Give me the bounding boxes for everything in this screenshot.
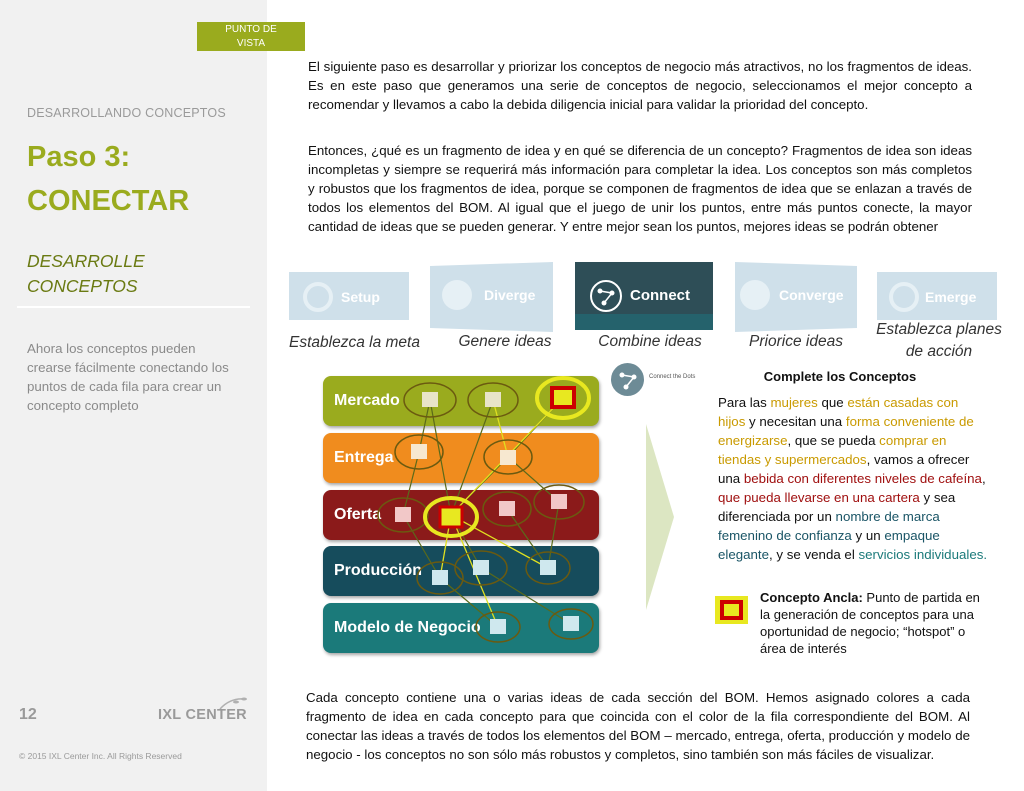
intro-paragraph: El siguiente paso es desarrollar y priorizar los conceptos de negocio más atractivos, no los fragmentos de ideas. Es en este paso que generamos una serie de conceptos de negocio, seleccionamos el mejor concepto a recomendar y llevamos a cabo la debida diligencia inicial para validar la prioridad del concepto. [308,59,972,112]
concept-body [718,393,988,564]
subtitle-line1: DESARROLLE [27,251,145,271]
caption-diverge: Genere ideas [458,333,552,350]
concept-segment: y necesitan una [745,414,846,429]
concept-title: Complete los Conceptos [763,369,917,384]
badge-line2: VISTA [236,38,266,49]
emerge-icon [889,282,919,312]
anchor-concept-description [760,589,990,657]
tab-emerge-label: Emerge [925,289,977,305]
tab-converge [735,262,857,332]
concept-segment: , [981,471,986,486]
concept-segment: Para las [718,395,771,410]
tab-setup-label: Setup [341,289,380,305]
concept-segment: bebida con diferentes niveles de cafeína [743,471,982,486]
chevron-right-icon [646,424,674,610]
tab-diverge [430,262,553,332]
caption-converge: Priorice ideas [749,333,843,350]
tab-connect [575,262,713,332]
caption-emerge [868,319,1010,363]
anchor-concept-text: Punto de partida en la generación de conceptos para una oportunidad de negocio; “hotspot” o área de interés [760,590,980,656]
caption-setup: Establezca la meta [289,334,420,351]
concept-segment: , que se pueda [787,433,880,448]
bom-row-label: Oferta [334,506,382,523]
tab-diverge-label: Diverge [484,287,536,303]
anchor-concept-icon [715,596,748,624]
step-subtitle [27,249,145,299]
concept-segment: servicios individuales. [858,547,988,562]
connect-the-dots-icon [611,363,644,396]
section-label: DESARROLLANDO CONCEPTOS [27,106,226,120]
tab-converge-label: Converge [779,287,844,303]
tab-connect-label: Connect [630,287,690,304]
connect-dots-icon [589,279,623,313]
target-icon [303,282,333,312]
concept-segment: están casadas con hijos [718,395,959,429]
concept-segment: comprar en tiendas y supermercados [718,433,947,467]
step-title [27,135,189,223]
subtitle-line2: CONCEPTOS [27,276,138,296]
step-title-line1: Paso 3: [27,141,131,173]
connection-overlay [323,370,603,660]
caption-connect: Combine ideas [598,333,702,350]
copyright: © 2015 IXL Center Inc. All Rights Reserved [19,751,182,761]
caption-emerge-line2: de acción [905,343,973,360]
page-number: 12 [19,706,37,723]
logo-text: IXL CENTER [158,707,247,723]
step-title-line2: CONECTAR [27,185,190,217]
converge-icon [740,280,770,310]
connect-the-dots-label: Connect the Dots [649,374,696,380]
diverge-icon [442,280,472,310]
concept-segment: y sea diferenciada por un [718,490,956,524]
concept-segment: forma conveniente de energizarse [718,414,974,448]
point-of-view-badge [197,22,305,51]
bom-row-label: Entrega [334,449,394,466]
concept-segment: , vamos a ofrecer una [718,452,970,486]
tab-setup [287,262,409,332]
puzzle-icon [717,598,746,622]
badge-line1: PUNTO DE [225,24,277,35]
sidebar-divider [17,306,250,308]
fragment-paragraph: Entonces, ¿qué es un fragmento de idea y en qué se diferencia de un concepto? Fragmentos de idea son ideas incompletas y siempre se requerirá más información para completar la idea. Los conceptos son más completos y robustos que los fragmentos de idea, porque se componen de fragmentos de idea que se enlazan a través de todos los elementos del BOM. Al igual que el juego de unir los puntos, entre más puntos conecte, la mayor cantidad de ideas que se pueden generar. Y entre mejor sean los puntos, mejores ideas se podrán obtener [308,143,972,234]
puzzle-pieces [395,388,579,634]
anchor-concept-label: Concepto Ancla: [760,590,863,605]
concept-segment: que [817,395,848,410]
summary-paragraph: Cada concepto contiene una o varias ideas de cada sección del BOM. Hemos asignado colores a cada fragmento de idea en cada concepto para que coincida con el color de la fila correspondiente del BOM. Al conectar las ideas a través de todos los elementos del BOM – mercado, entrega, oferta, producción y modelo de negocio - los conceptos no son sólo más robustos y completos, sino también son más fáciles de visualizar. [306,690,970,762]
bom-row-label: Producción [334,562,423,579]
sidebar [0,0,267,791]
bom-row-label: Modelo de Negocio [334,619,481,636]
concept-segment: y un [851,528,885,543]
ixl-logo [158,696,250,724]
concept-segment: que pueda llevarse en una cartera [718,490,920,505]
concept-segment: nombre de marca femenino de confianza [718,509,940,543]
sidebar-description: Ahora los conceptos pueden crearse fácilmente conectando los puntos de cada fila para crear un concepto completo [27,341,229,413]
concept-segment: , y se venda el [769,547,859,562]
concept-segment: empaque elegante [718,528,940,562]
concept-segment: mujeres [770,395,818,410]
bom-row-label: Mercado [334,392,400,409]
caption-emerge-line1: Establezca planes [876,321,1002,338]
